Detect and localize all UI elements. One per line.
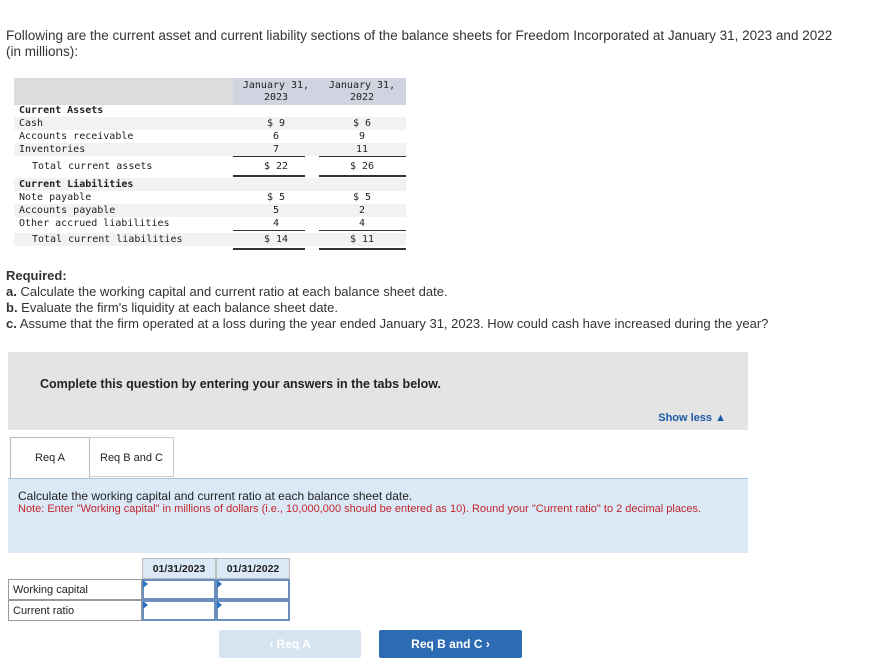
value-2022: 9 [358,131,366,142]
input-marker-icon [217,580,222,588]
instruction-text: Calculate the working capital and current ratio at each balance sheet date. [18,489,413,503]
input-marker-icon [217,601,222,609]
table-row [14,117,406,130]
working-capital-2022-input[interactable] [216,579,290,600]
row-label: Cash [19,118,44,129]
tab-req-b-and-c[interactable]: Req B and C [90,437,174,477]
requirement-c: c. Assume that the firm operated at a loss during the year ended January 31, 2023. How could cash have increased during the year? [6,316,769,331]
value-2022: 4 [358,218,366,229]
working-capital-2023-input[interactable] [142,579,216,600]
current-assets-heading: Current Assets [19,105,104,116]
answer-col-2023: 01/31/2023 [142,558,216,579]
value-2023: $ 14 [263,234,289,245]
table-row [14,217,406,230]
table-row [14,160,406,173]
table-row [14,204,406,217]
value-2022: 2 [358,205,366,216]
prev-req-a-button[interactable]: ‹ Req A [219,630,361,658]
table-row [14,143,406,156]
row-label: Note payable [19,192,92,203]
current-ratio-label: Current ratio [8,600,142,621]
note-text: Note: Enter "Working capital" in millions of dollars (i.e., 10,000,000 should be entered as 10). Round your "Current ratio" to 2 decimal places. [18,503,702,515]
instructions-panel [8,352,748,430]
requirement-a: a. Calculate the working capital and current ratio at each balance sheet date. [6,284,448,299]
current-liabilities-heading-row [14,178,406,191]
row-label: Total current assets [32,161,153,172]
input-marker-icon [143,601,148,609]
input-marker-icon [143,580,148,588]
table-row [14,130,406,143]
col-header-2022: January 31, 2022 [328,80,396,103]
required-section [6,268,768,332]
answer-col-2022: 01/31/2022 [216,558,290,579]
row-label: Total current liabilities [32,234,183,245]
working-capital-label: Working capital [8,579,142,600]
tab-req-a[interactable]: Req A [10,437,90,479]
col-header-2023: January 31, 2023 [242,80,310,103]
show-less-link[interactable]: Show less ▲ [658,412,726,424]
current-assets-heading-row [14,104,406,117]
value-2023: $ 22 [263,161,289,172]
required-heading: Required: [6,268,67,283]
value-2023: 5 [272,205,280,216]
value-2022: 11 [355,144,369,155]
current-liabilities-heading: Current Liabilities [19,179,134,190]
value-2023: 7 [272,144,280,155]
table-row [14,233,406,246]
value-2022: $ 6 [352,118,372,129]
value-2022: $ 5 [352,192,372,203]
value-2023: $ 5 [266,192,286,203]
tab-content [8,478,748,553]
question-intro: Following are the current asset and current liability sections of the balance sheets for Freedom Incorporated at January 31, 2023 and 2022 (in millions): [6,28,833,59]
value-2022: $ 11 [349,234,375,245]
current-ratio-2022-input[interactable] [216,600,290,621]
row-label: Accounts payable [19,205,116,216]
next-req-b-and-c-button[interactable]: Req B and C › [379,630,522,658]
requirement-b: b. Evaluate the firm's liquidity at each balance sheet date. [6,300,339,315]
value-2022: $ 26 [349,161,375,172]
row-label: Inventories [19,144,86,155]
complete-question-message: Complete this question by entering your answers in the tabs below. [40,377,441,391]
row-label: Accounts receivable [19,131,134,142]
row-label: Other accrued liabilities [19,218,170,229]
value-2023: $ 9 [266,118,286,129]
value-2023: 4 [272,218,280,229]
table-row [14,191,406,204]
current-ratio-2023-input[interactable] [142,600,216,621]
value-2023: 6 [272,131,280,142]
